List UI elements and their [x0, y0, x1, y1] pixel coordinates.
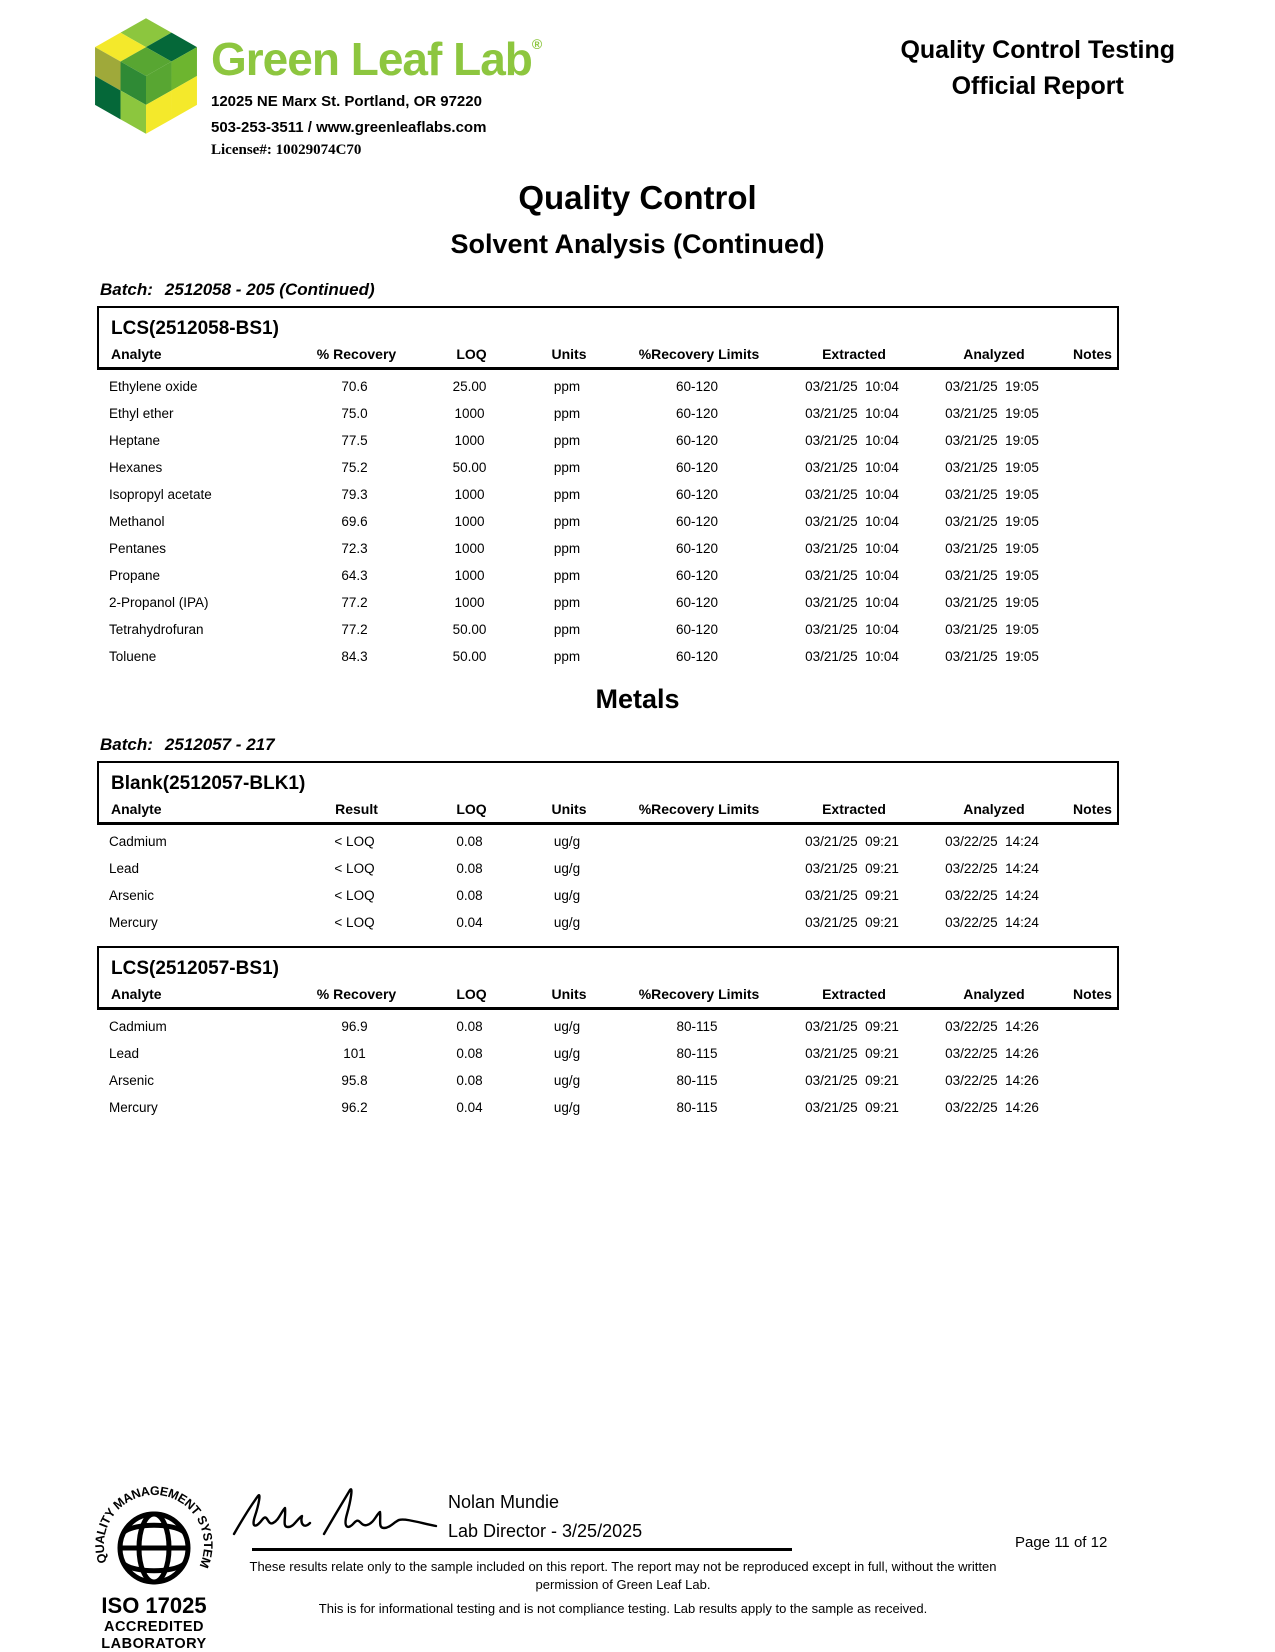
- column-header: Analyte: [111, 346, 162, 362]
- table-cell: 03/21/25 09:21: [805, 1046, 899, 1061]
- table-cell: 1000: [454, 595, 485, 610]
- table-cell: 03/21/25 10:04: [805, 433, 899, 448]
- table-cell: 60-120: [675, 487, 719, 502]
- table-cell: 60-120: [675, 460, 719, 475]
- table-cell: ppm: [553, 406, 581, 421]
- table-cell: Ethylene oxide: [109, 379, 198, 394]
- table-cell: Mercury: [109, 1100, 158, 1115]
- column-header: Extracted: [822, 986, 886, 1002]
- table-cell: Mercury: [109, 915, 158, 930]
- column-header: % Recovery: [316, 346, 397, 362]
- table-row: [97, 535, 1119, 562]
- table-header-row: [99, 801, 1117, 822]
- signer-block: [448, 1488, 642, 1546]
- table-title: Blank(2512057-BLK1): [111, 773, 306, 794]
- table-cell: 60-120: [675, 433, 719, 448]
- table-cell: 80-115: [676, 1019, 718, 1034]
- table-cell: 60-120: [675, 622, 719, 637]
- table-cell: Arsenic: [109, 1073, 155, 1088]
- table-cell: Pentanes: [109, 541, 167, 556]
- lab-license: License#: 10029074C70: [211, 142, 362, 158]
- table-cell: 72.3: [341, 541, 368, 556]
- table-row: [97, 562, 1119, 589]
- table-cell: 1000: [454, 433, 485, 448]
- table-row: [97, 616, 1119, 643]
- table-cell: 0.08: [456, 888, 483, 903]
- table-cell: 03/21/25 10:04: [805, 595, 899, 610]
- table-row: [97, 400, 1119, 427]
- table-cell: 95.8: [341, 1073, 368, 1088]
- table-cell: 03/21/25 09:21: [805, 888, 899, 903]
- table-cell: 03/21/25 19:05: [945, 460, 1039, 475]
- column-header: Notes: [1073, 986, 1112, 1002]
- table-cell: 0.04: [456, 1100, 483, 1115]
- column-header: LOQ: [456, 801, 487, 817]
- table-cell: < LOQ: [334, 915, 375, 930]
- table-cell: 1000: [454, 541, 485, 556]
- table-cell: ppm: [553, 514, 581, 529]
- table-cell: Ethyl ether: [109, 406, 174, 421]
- greenleaf-hexagon-logo-icon: [95, 14, 197, 138]
- disclaimer-line-1: These results relate only to the sample included on this report. The report may not be reproduced except in full, without the written permission of Green Leaf Lab.: [249, 1559, 997, 1592]
- column-header: Units: [551, 346, 587, 362]
- table-cell: Isopropyl acetate: [109, 487, 212, 502]
- disclaimer-line-2: This is for informational testing and is not compliance testing. Lab results apply to the sample as received.: [318, 1601, 928, 1617]
- table-cell: 1000: [454, 487, 485, 502]
- section-subtitle-solvent-analysis: Solvent Analysis (Continued): [450, 229, 825, 259]
- column-header: Extracted: [822, 346, 886, 362]
- table-row: [97, 1094, 1119, 1121]
- iso-17025-label: ISO 17025: [101, 1593, 207, 1618]
- batch-label-1: Batch: 2512058 - 205 (Continued): [100, 280, 375, 299]
- table-cell: ug/g: [553, 861, 581, 876]
- table-row: [97, 373, 1119, 400]
- table-cell: 03/22/25 14:24: [945, 915, 1039, 930]
- table-cell: 96.2: [341, 1100, 368, 1115]
- table-cell: 0.08: [456, 1073, 483, 1088]
- table-header-row: [99, 986, 1117, 1007]
- table-cell: ppm: [553, 379, 581, 394]
- table-cell: ug/g: [553, 1100, 581, 1115]
- table-cell: ug/g: [553, 1046, 581, 1061]
- brand-name: Green Leaf Lab®: [211, 33, 542, 85]
- table-cell: 03/22/25 14:24: [945, 861, 1039, 876]
- report-title: [900, 32, 1175, 159]
- lab-address: 12025 NE Marx St. Portland, OR 97220: [211, 93, 482, 110]
- table-cell: 77.5: [341, 433, 368, 448]
- table-cell: 1000: [454, 568, 485, 583]
- table-cell: 03/22/25 14:24: [945, 834, 1039, 849]
- iso-17025-logo: [93, 1472, 215, 1652]
- table-cell: 03/21/25 10:04: [805, 649, 899, 664]
- column-header: Notes: [1073, 801, 1112, 817]
- table-cell: ppm: [553, 487, 581, 502]
- signer-name: Nolan Mundie: [448, 1492, 560, 1512]
- report-title-line1: Quality Control Testing: [900, 36, 1175, 64]
- table-cell: Methanol: [109, 514, 165, 529]
- table-cell: ppm: [553, 649, 581, 664]
- iso-laboratory-label: LABORATORY: [101, 1635, 207, 1652]
- column-header: %Recovery Limits: [638, 346, 760, 362]
- table-rows: [97, 825, 1119, 940]
- table-row: [97, 454, 1119, 481]
- table-lcs-2512057: [97, 946, 1119, 1125]
- table-header-box: [97, 306, 1119, 370]
- table-cell: 50.00: [452, 460, 487, 475]
- table-cell: 03/22/25 14:26: [945, 1019, 1039, 1034]
- table-cell: 03/21/25 09:21: [805, 1100, 899, 1115]
- table-cell: 2-Propanol (IPA): [109, 595, 209, 610]
- table-header-box: [97, 946, 1119, 1010]
- table-cell: ppm: [553, 541, 581, 556]
- column-header: %Recovery Limits: [638, 986, 760, 1002]
- table-cell: 60-120: [675, 514, 719, 529]
- table-row: [97, 1067, 1119, 1094]
- table-row: [97, 481, 1119, 508]
- table-cell: 25.00: [452, 379, 487, 394]
- lab-phone-website: 503-253-3511 / www.greenleaflabs.com: [211, 118, 487, 136]
- table-cell: 77.2: [341, 595, 368, 610]
- table-header-box: [97, 761, 1119, 825]
- table-row: [97, 589, 1119, 616]
- table-cell: 0.08: [456, 861, 483, 876]
- column-header: %Recovery Limits: [638, 801, 760, 817]
- section-title-metals: Metals: [595, 684, 680, 714]
- table-rows: [97, 370, 1119, 674]
- table-cell: ug/g: [553, 1073, 581, 1088]
- table-cell: 03/21/25 19:05: [945, 514, 1039, 529]
- table-cell: 77.2: [341, 622, 368, 637]
- table-cell: 03/21/25 10:04: [805, 460, 899, 475]
- table-row: [97, 508, 1119, 535]
- table-cell: 96.9: [341, 1019, 368, 1034]
- table-cell: Tetrahydrofuran: [109, 622, 204, 637]
- table-cell: ppm: [553, 622, 581, 637]
- table-cell: 03/21/25 09:21: [805, 861, 899, 876]
- iso-arc-text: QUALITY MANAGEMENT SYSTEM: [93, 1483, 215, 1570]
- table-cell: 70.6: [341, 379, 368, 394]
- table-cell: ug/g: [553, 834, 581, 849]
- table-cell: 03/21/25 19:05: [945, 541, 1039, 556]
- table-cell: 03/21/25 19:05: [945, 379, 1039, 394]
- table-cell: 50.00: [452, 649, 487, 664]
- table-cell: 03/22/25 14:24: [945, 888, 1039, 903]
- table-cell: 60-120: [675, 568, 719, 583]
- column-header: Analyzed: [963, 346, 1025, 362]
- table-cell: 60-120: [675, 379, 719, 394]
- table-cell: Propane: [109, 568, 161, 583]
- table-cell: < LOQ: [334, 888, 375, 903]
- column-header: Units: [551, 801, 587, 817]
- column-header: Result: [335, 801, 378, 817]
- table-cell: 03/21/25 19:05: [945, 649, 1039, 664]
- table-cell: Cadmium: [109, 834, 167, 849]
- table-cell: 03/21/25 19:05: [945, 487, 1039, 502]
- table-cell: 60-120: [675, 649, 719, 664]
- column-header: Analyzed: [963, 986, 1025, 1002]
- table-cell: 80-115: [676, 1046, 718, 1061]
- table-row: [97, 882, 1119, 909]
- column-header: Analyte: [111, 986, 162, 1002]
- table-cell: 03/21/25 09:21: [805, 1019, 899, 1034]
- table-cell: < LOQ: [334, 834, 375, 849]
- table-cell: 03/22/25 14:26: [945, 1100, 1039, 1115]
- table-cell: 0.08: [456, 834, 483, 849]
- table-cell: 03/21/25 10:04: [805, 406, 899, 421]
- table-row: [97, 828, 1119, 855]
- table-cell: 03/21/25 19:05: [945, 568, 1039, 583]
- table-cell: 60-120: [675, 595, 719, 610]
- table-cell: 03/21/25 19:05: [945, 595, 1039, 610]
- table-row: [97, 1013, 1119, 1040]
- table-cell: ppm: [553, 433, 581, 448]
- table-row: [97, 1040, 1119, 1067]
- table-cell: Cadmium: [109, 1019, 167, 1034]
- table-cell: 101: [343, 1046, 366, 1061]
- table-cell: Lead: [109, 1046, 140, 1061]
- table-cell: Heptane: [109, 433, 161, 448]
- table-cell: 69.6: [341, 514, 368, 529]
- column-header: Analyzed: [963, 801, 1025, 817]
- table-cell: 03/21/25 09:21: [805, 834, 899, 849]
- table-title: LCS(2512058-BS1): [111, 318, 279, 339]
- iso-accredited-label: ACCREDITED: [103, 1619, 205, 1635]
- column-header: Units: [551, 986, 587, 1002]
- table-rows: [97, 1010, 1119, 1125]
- table-cell: 1000: [454, 406, 485, 421]
- report-title-line2: Official Report: [951, 72, 1124, 101]
- batch-label-2: Batch: 2512057 - 217: [100, 735, 275, 754]
- table-cell: 03/22/25 14:26: [945, 1046, 1039, 1061]
- table-cell: 60-120: [675, 406, 719, 421]
- table-cell: ug/g: [553, 1019, 581, 1034]
- table-cell: < LOQ: [334, 861, 375, 876]
- column-header: LOQ: [456, 986, 487, 1002]
- brand-block: [95, 14, 541, 159]
- table-cell: 03/21/25 10:04: [805, 514, 899, 529]
- table-cell: 80-115: [676, 1073, 718, 1088]
- table-cell: ug/g: [553, 888, 581, 903]
- table-cell: 0.08: [456, 1046, 483, 1061]
- table-cell: ppm: [553, 595, 581, 610]
- column-header: % Recovery: [316, 986, 397, 1002]
- table-lcs-2512058: [97, 306, 1119, 674]
- signature-divider-line: [252, 1548, 792, 1551]
- table-cell: 03/21/25 09:21: [805, 1073, 899, 1088]
- table-cell: 80-115: [676, 1100, 718, 1115]
- table-row: [97, 855, 1119, 882]
- page-header: [0, 0, 1275, 159]
- page-number: Page 11 of 12: [1015, 1534, 1108, 1551]
- table-cell: 0.04: [456, 915, 483, 930]
- table-cell: 03/21/25 19:05: [945, 433, 1039, 448]
- table-cell: 64.3: [341, 568, 368, 583]
- table-row: [97, 643, 1119, 670]
- registered-trademark: ®: [531, 36, 542, 52]
- table-title: LCS(2512057-BS1): [111, 958, 279, 979]
- column-header: Analyte: [111, 801, 162, 817]
- table-cell: 03/22/25 14:26: [945, 1073, 1039, 1088]
- table-cell: 03/21/25 19:05: [945, 622, 1039, 637]
- table-cell: Arsenic: [109, 888, 155, 903]
- table-cell: 03/21/25 10:04: [805, 568, 899, 583]
- table-cell: 03/21/25 10:04: [805, 379, 899, 394]
- column-header: Extracted: [822, 801, 886, 817]
- table-cell: Lead: [109, 861, 140, 876]
- table-cell: 79.3: [341, 487, 368, 502]
- table-cell: 50.00: [452, 622, 487, 637]
- table-cell: 75.2: [341, 460, 368, 475]
- table-cell: Hexanes: [109, 460, 163, 475]
- table-cell: 1000: [454, 514, 485, 529]
- table-cell: 84.3: [341, 649, 368, 664]
- disclaimer-text: [232, 1558, 1014, 1618]
- table-blank-2512057: [97, 761, 1119, 940]
- table-cell: 03/21/25 09:21: [805, 915, 899, 930]
- table-cell: 75.0: [341, 406, 368, 421]
- table-cell: ppm: [553, 460, 581, 475]
- table-cell: 60-120: [675, 541, 719, 556]
- table-cell: ppm: [553, 568, 581, 583]
- section-title-quality-control: Quality Control: [518, 179, 757, 216]
- column-header: Notes: [1073, 346, 1112, 362]
- table-cell: ug/g: [553, 915, 581, 930]
- table-cell: 03/21/25 10:04: [805, 487, 899, 502]
- table-cell: 03/21/25 10:04: [805, 622, 899, 637]
- table-cell: 0.08: [456, 1019, 483, 1034]
- table-header-row: [99, 346, 1117, 367]
- column-header: LOQ: [456, 346, 487, 362]
- table-cell: Toluene: [109, 649, 157, 664]
- table-row: [97, 909, 1119, 936]
- quality-management-system-globe-icon: [93, 1472, 215, 1590]
- table-cell: 03/21/25 19:05: [945, 406, 1039, 421]
- lab-director-signature: [228, 1482, 443, 1544]
- table-cell: 03/21/25 10:04: [805, 541, 899, 556]
- signer-title-date: Lab Director - 3/25/2025: [448, 1520, 643, 1541]
- table-row: [97, 427, 1119, 454]
